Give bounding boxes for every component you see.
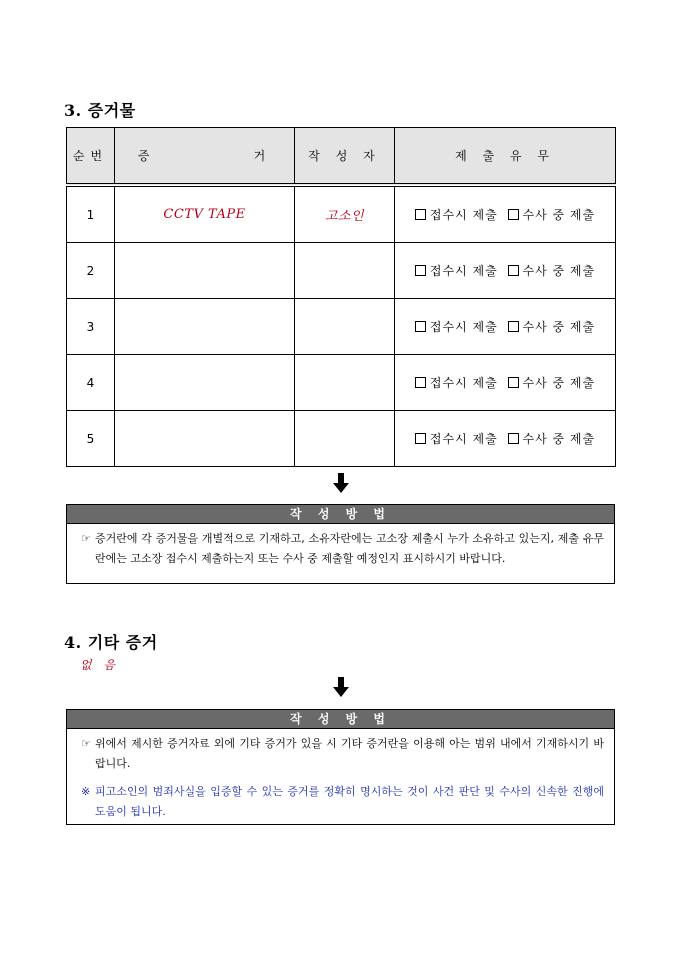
submission-cell	[395, 299, 616, 355]
checkbox-icon[interactable]	[508, 321, 519, 332]
writing-guide-other-evidence	[66, 709, 615, 825]
option-submit-at-filing[interactable]: 접수시 제출	[415, 318, 498, 335]
author-cell[interactable]: 고소인	[295, 185, 395, 243]
author-cell[interactable]	[295, 355, 395, 411]
header-evidence: 증 거	[115, 128, 295, 186]
evidence-table	[66, 127, 616, 467]
checkbox-icon[interactable]	[508, 433, 519, 444]
checkbox-icon[interactable]	[415, 433, 426, 444]
option-submit-during-investigation[interactable]: 수사 중 제출	[508, 206, 596, 223]
header-submission: 제 출 유 무	[395, 128, 616, 186]
submission-cell	[395, 243, 616, 299]
section-3-title: 3. 증거물	[64, 101, 136, 120]
down-arrow-icon	[333, 677, 349, 697]
option-submit-at-filing[interactable]: 접수시 제출	[415, 206, 498, 223]
table-row	[67, 299, 616, 355]
row-number: 3	[67, 299, 115, 355]
guide-text: 위에서 제시한 증거자료 외에 기타 증거가 있을 시 기타 증거란을 이용해 아는 범위 내에서 기재하시기 바랍니다.	[95, 737, 604, 770]
checkbox-icon[interactable]	[415, 377, 426, 388]
option-submit-during-investigation[interactable]: 수사 중 제출	[508, 318, 596, 335]
evidence-cell[interactable]	[115, 243, 295, 299]
checkbox-icon[interactable]	[508, 377, 519, 388]
author-cell[interactable]	[295, 243, 395, 299]
option-submit-at-filing[interactable]: 접수시 제출	[415, 262, 498, 279]
evidence-cell[interactable]	[115, 411, 295, 467]
row-number: 2	[67, 243, 115, 299]
option-submit-at-filing[interactable]: 접수시 제출	[415, 374, 498, 391]
section-4-title: 4. 기타 증거	[64, 633, 158, 652]
author-cell[interactable]	[295, 411, 395, 467]
header-no: 순번	[67, 128, 115, 186]
evidence-table-header	[67, 128, 616, 186]
checkbox-icon[interactable]	[508, 209, 519, 220]
option-submit-during-investigation[interactable]: 수사 중 제출	[508, 374, 596, 391]
author-cell[interactable]	[295, 299, 395, 355]
checkbox-icon[interactable]	[415, 265, 426, 276]
evidence-cell[interactable]: CCTV TAPE	[115, 185, 295, 243]
pointing-hand-icon: ☞	[81, 532, 91, 545]
option-submit-during-investigation[interactable]: 수사 중 제출	[508, 262, 596, 279]
table-row	[67, 185, 616, 243]
evidence-cell[interactable]	[115, 355, 295, 411]
reference-mark-icon: ※	[81, 785, 91, 798]
guide-title: 작 성 방 법	[67, 710, 614, 729]
other-evidence-value[interactable]: 없 음	[80, 658, 119, 672]
writing-guide-evidence	[66, 504, 615, 584]
option-submit-at-filing[interactable]: 접수시 제출	[415, 430, 498, 447]
checkbox-icon[interactable]	[508, 265, 519, 276]
evidence-cell[interactable]	[115, 299, 295, 355]
row-number: 4	[67, 355, 115, 411]
submission-cell	[395, 185, 616, 243]
row-number: 5	[67, 411, 115, 467]
checkbox-icon[interactable]	[415, 209, 426, 220]
option-submit-during-investigation[interactable]: 수사 중 제출	[508, 430, 596, 447]
submission-cell	[395, 411, 616, 467]
table-row	[67, 243, 616, 299]
checkbox-icon[interactable]	[415, 321, 426, 332]
guide-title: 작 성 방 법	[67, 505, 614, 524]
submission-cell	[395, 355, 616, 411]
pointing-hand-icon: ☞	[81, 737, 91, 750]
header-author: 작 성 자	[295, 128, 395, 186]
row-number: 1	[67, 185, 115, 243]
guide-text: 증거란에 각 증거물을 개별적으로 기재하고, 소유자란에는 고소장 제출시 누가 소유하고 있는지, 제출 유무란에는 고소장 접수시 제출하는지 또는 수사 중 제출할 예정인지 표시하시기 바랍니다.	[95, 532, 604, 565]
table-row	[67, 411, 616, 467]
table-row	[67, 355, 616, 411]
down-arrow-icon	[333, 473, 349, 493]
guide-note: 피고소인의 범죄사실을 입증할 수 있는 증거를 정확히 명시하는 것이 사건 판단 및 수사의 신속한 진행에 도움이 됩니다.	[95, 785, 604, 818]
